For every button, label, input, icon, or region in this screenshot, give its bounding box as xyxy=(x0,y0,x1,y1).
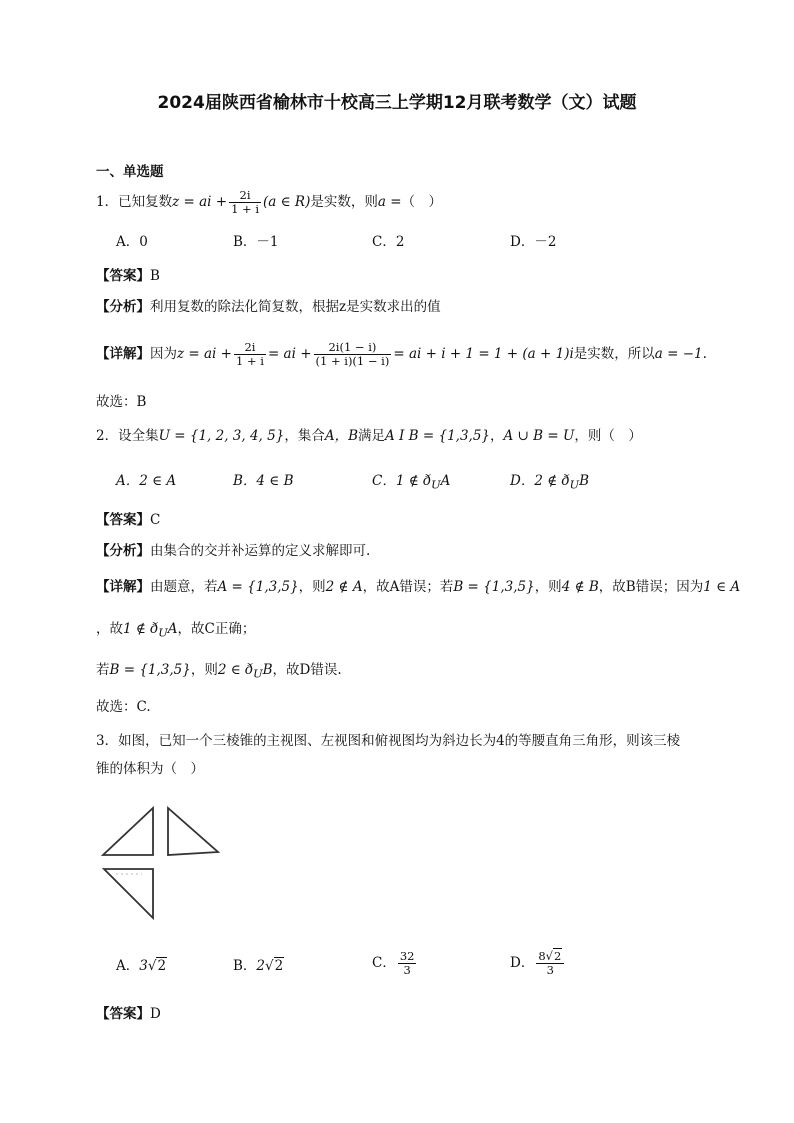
q2-d3f: ，故D错误. xyxy=(272,662,342,678)
q1-frac-den: 1 + i xyxy=(231,202,260,216)
q2-option-b: B．4 ∈ B xyxy=(233,473,294,489)
q2-detail-line1 xyxy=(96,577,740,597)
q3-option-a: A．3√2 xyxy=(116,958,167,974)
q2-d1: 由题意，若 xyxy=(150,579,218,595)
q2-d1e: B = {1,3,5} xyxy=(453,579,535,595)
q3-a-label: A． xyxy=(116,958,140,974)
q3-text-line2: 锥的体积为（ ） xyxy=(96,761,204,777)
answer-tag: 【答案】 xyxy=(96,268,150,284)
q2-d3e: B xyxy=(262,662,273,678)
q1-d-f1-den: 1 + i xyxy=(235,354,264,368)
q2-detail-line3 xyxy=(96,660,342,685)
q1-answer xyxy=(96,266,160,286)
q2-d-tail: B xyxy=(579,473,590,489)
q1-d-rest: = ai + i + 1 = 1 + (a + 1)i xyxy=(393,346,574,362)
q2-conclusion: 故选：C. xyxy=(96,699,151,715)
q3-text-line1: 3．如图，已知一个三棱锥的主视图、左视图和俯视图均为斜边长为4的等腰直角三角形，则该三棱 xyxy=(96,733,681,749)
q2-detail-line2 xyxy=(96,619,255,644)
q2-universal-set: U = {1, 2, 3, 4, 5} xyxy=(158,428,285,444)
q2-mid1: ，集合 xyxy=(284,428,325,444)
q3-d-coef: 8 xyxy=(538,949,546,963)
q1-d-frac1 xyxy=(234,341,266,368)
detail-tag: 【详解】 xyxy=(96,579,150,595)
q2-d1a: A = {1,3,5} xyxy=(217,579,299,595)
q1-condition: (a ∈ R) xyxy=(263,194,311,210)
question-2 xyxy=(96,426,642,446)
q3-option-c xyxy=(372,950,418,977)
q3-c-label: C． xyxy=(372,955,396,971)
q2-d3b: B = {1,3,5} xyxy=(109,662,191,678)
q1-conclusion: 故选：B xyxy=(96,394,147,410)
q1-analysis xyxy=(96,297,441,317)
side-view-triangle xyxy=(168,808,218,855)
q3-d-den: 3 xyxy=(546,963,554,977)
answer-value: C xyxy=(150,512,161,528)
q2-ab: A，B xyxy=(324,428,358,444)
q2-d3a: 若 xyxy=(96,662,110,678)
q2-cond2: A ∪ B = U xyxy=(503,428,575,444)
q3-answer xyxy=(96,1004,161,1024)
analysis-text: 由集合的交并补运算的定义求解即可. xyxy=(150,543,371,559)
q2-analysis xyxy=(96,541,370,561)
answer-tag: 【答案】 xyxy=(96,512,150,528)
q2-d2b: 1 ∉ ð xyxy=(123,621,159,637)
q1-d-eq: = ai + xyxy=(267,346,312,362)
q3-b-radicand: 2 xyxy=(274,958,284,974)
q3-a-radicand: 2 xyxy=(157,958,167,974)
answer-value: D xyxy=(150,1006,161,1022)
q2-d1c: 2 ∉ A xyxy=(325,579,363,595)
q3-c-num: 32 xyxy=(399,949,415,963)
q1-d-f1-num: 2i xyxy=(234,341,266,355)
q1-frac-num: 2i xyxy=(229,189,261,203)
q3-option-b: B．2√2 xyxy=(233,958,284,974)
answer-value: B xyxy=(150,268,160,284)
analysis-tag: 【分析】 xyxy=(96,299,150,315)
q1-option-d: D．－2 xyxy=(510,234,557,250)
three-view-figure xyxy=(100,805,230,920)
q2-d3c: ，则 xyxy=(190,662,218,678)
q2-c-label: C．1 ∉ ð xyxy=(372,473,432,489)
q1-d-z: z = ai + xyxy=(177,346,232,362)
q2-number: 2．设全集 xyxy=(96,428,159,444)
q1-mid: 是实数，则 xyxy=(310,194,378,210)
q2-option-a: A．2 ∈ A xyxy=(116,473,177,489)
answer-tag: 【答案】 xyxy=(96,1006,150,1022)
q2-mid2: 满足 xyxy=(358,428,385,444)
q3-b-coef: 2 xyxy=(256,958,266,974)
q2-option-c xyxy=(372,471,450,496)
q2-d2d: ，故C正确； xyxy=(177,621,256,637)
q2-d1f: ，则 xyxy=(534,579,562,595)
q1-end: （ ） xyxy=(401,194,443,210)
q1-fraction xyxy=(229,189,261,216)
q2-d2c: A xyxy=(167,621,178,637)
q2-d1h: ，故B错误；因为 xyxy=(598,579,704,595)
q1-d-frac2 xyxy=(314,341,392,368)
q1-detail-pre: 因为 xyxy=(150,346,177,362)
q1-var: a = xyxy=(377,194,402,210)
q2-c-sub: U xyxy=(431,478,441,492)
q2-d1b: ，则 xyxy=(298,579,326,595)
q1-option-c: C．2 xyxy=(372,234,405,250)
q1-d-mid: 是实数，所以 xyxy=(573,346,655,362)
q3-b-label: B． xyxy=(233,958,257,974)
q1-d-f2-den: (1 + i)(1 − i) xyxy=(315,354,390,368)
q2-c-tail: A xyxy=(440,473,451,489)
q1-number: 1．已知复数 xyxy=(96,194,173,210)
analysis-text: 利用复数的除法化简复数，根据z是实数求出的值 xyxy=(150,299,441,315)
page-title: 2024届陕西省榆林市十校高三上学期12月联考数学（文）试题 xyxy=(157,93,637,113)
q3-c-den: 3 xyxy=(403,963,411,977)
q3-d-fraction: $\frac{8√2}{3}$ xyxy=(536,950,564,977)
front-view-triangle xyxy=(103,808,153,855)
question-1 xyxy=(96,188,442,216)
q2-d2a: ，故 xyxy=(96,621,123,637)
detail-tag: 【详解】 xyxy=(96,346,150,362)
q1-option-a: A．0 xyxy=(116,234,148,250)
q2-d-sub: U xyxy=(569,478,580,492)
q2-sep: ， xyxy=(490,428,504,444)
q3-c-fraction xyxy=(398,950,417,977)
q2-d3sub: U xyxy=(253,667,263,681)
q3-a-coef: 3 xyxy=(139,958,148,974)
q2-d2sub: U xyxy=(158,626,168,640)
q3-d-label: D． xyxy=(510,955,535,971)
q2-cond1: A I B = {1,3,5} xyxy=(385,428,491,444)
section-heading: 一、单选题 xyxy=(96,164,164,180)
q2-d1i: 1 ∈ A xyxy=(703,579,741,595)
q2-d1d: ，故A错误；若 xyxy=(362,579,454,595)
q2-d-label: D．2 ∉ ð xyxy=(510,473,570,489)
q2-answer xyxy=(96,510,160,530)
q2-d1g: 4 ∉ B xyxy=(561,579,599,595)
q2-option-d xyxy=(510,471,589,496)
q1-detail xyxy=(96,340,707,368)
top-view-triangle xyxy=(104,869,153,918)
q3-d-radicand: 2 xyxy=(553,949,562,963)
q1-d-res: a = −1. xyxy=(654,346,707,362)
q1-d-f2-num: 2i(1 − i) xyxy=(314,341,392,355)
q1-option-b: B．－1 xyxy=(233,234,279,250)
q2-end: ，则（ ） xyxy=(574,428,642,444)
q3-option-d xyxy=(510,950,566,977)
analysis-tag: 【分析】 xyxy=(96,543,150,559)
q2-d3d: 2 ∈ ð xyxy=(217,662,254,678)
q1-expr: z = ai + xyxy=(172,194,228,210)
